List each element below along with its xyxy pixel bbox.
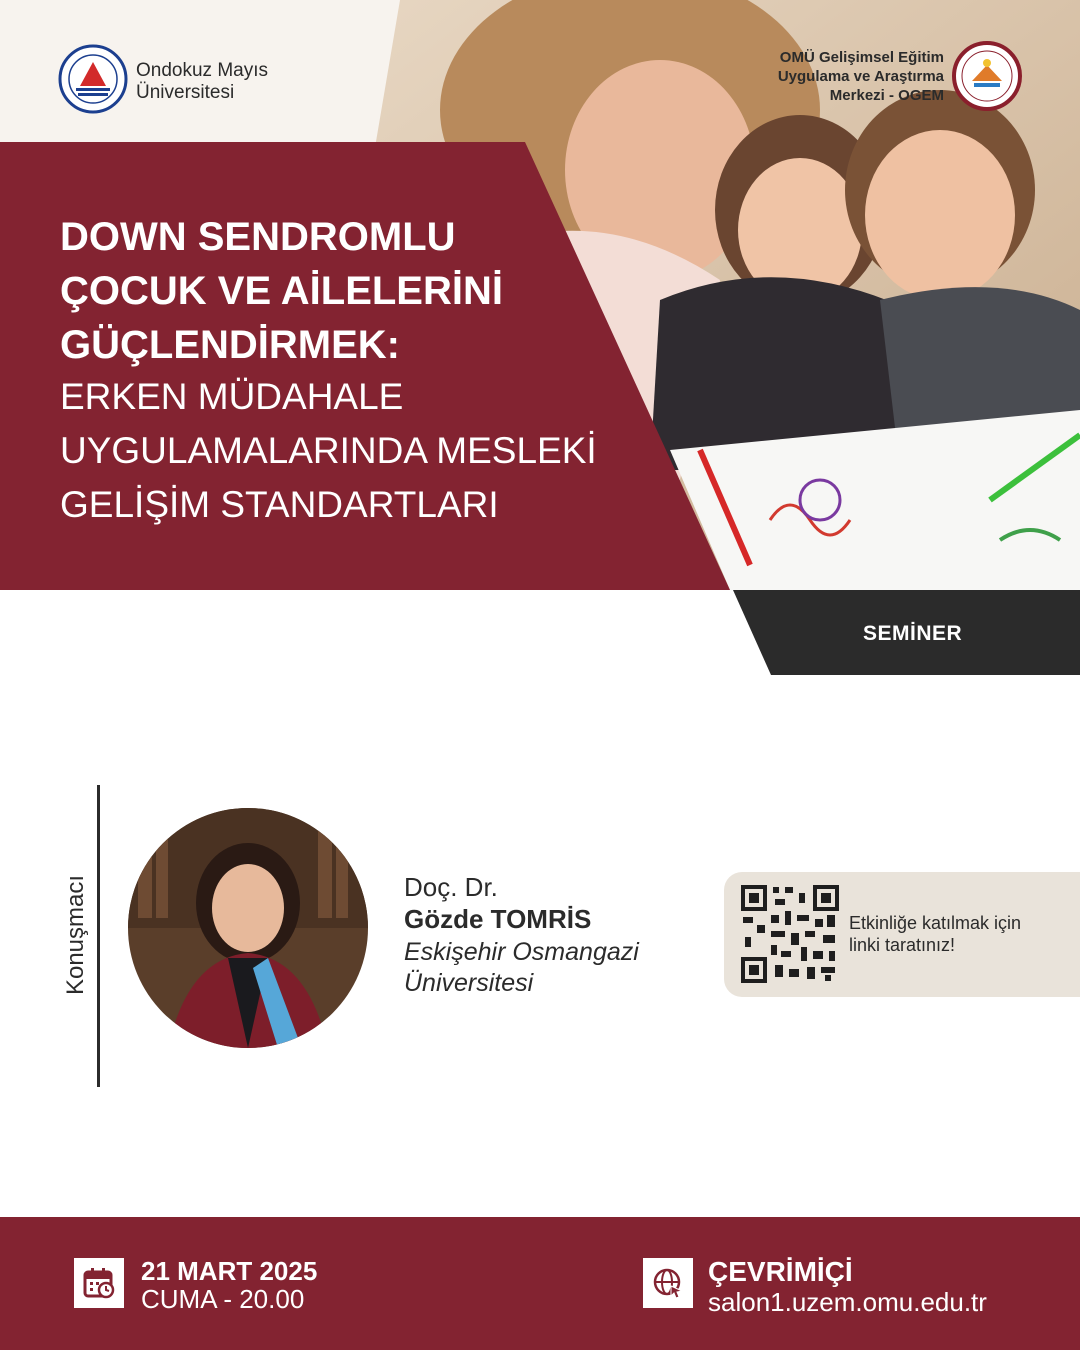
speaker-institution: Eskişehir Osmangazi Üniversitesi bbox=[404, 938, 639, 997]
speaker-divider bbox=[97, 785, 100, 1087]
speaker-label: Konuşmacı bbox=[62, 874, 89, 996]
event-mode: ÇEVRİMİÇİ bbox=[708, 1256, 853, 1287]
event-type-label: SEMİNER bbox=[863, 622, 963, 645]
ogem-logo bbox=[952, 41, 1022, 111]
speaker-title: Doç. Dr. bbox=[404, 872, 498, 902]
event-day-time: CUMA - 20.00 bbox=[141, 1284, 305, 1314]
university-name: Ondokuz Mayıs Üniversitesi bbox=[136, 60, 268, 103]
center-name: OMÜ Gelişimsel Eğitim Uygulama ve Araştırma Merkezi - OGEM bbox=[777, 49, 944, 104]
speaker-photo bbox=[128, 808, 368, 1048]
omu-logo bbox=[58, 44, 128, 114]
calendar-icon bbox=[74, 1258, 124, 1308]
event-title-sub: ERKEN MÜDAHALE UYGULAMALARINDA MESLEKİ GELİŞİM STANDARTLARI bbox=[60, 376, 597, 525]
event-title-main: DOWN SENDROMLU ÇOCUK VE AİLELERİNİ GÜÇLENDİRMEK: bbox=[60, 215, 503, 367]
event-date: 21 MART 2025 bbox=[141, 1256, 318, 1286]
qr-code[interactable] bbox=[741, 885, 839, 983]
qr-instruction: Etkinliğe katılmak için linki taratınız! bbox=[849, 913, 1022, 955]
event-url-link[interactable]: salon1.uzem.omu.edu.tr bbox=[708, 1287, 987, 1317]
speaker-name: Gözde TOMRİS bbox=[404, 904, 592, 934]
globe-cursor-icon bbox=[643, 1258, 693, 1308]
